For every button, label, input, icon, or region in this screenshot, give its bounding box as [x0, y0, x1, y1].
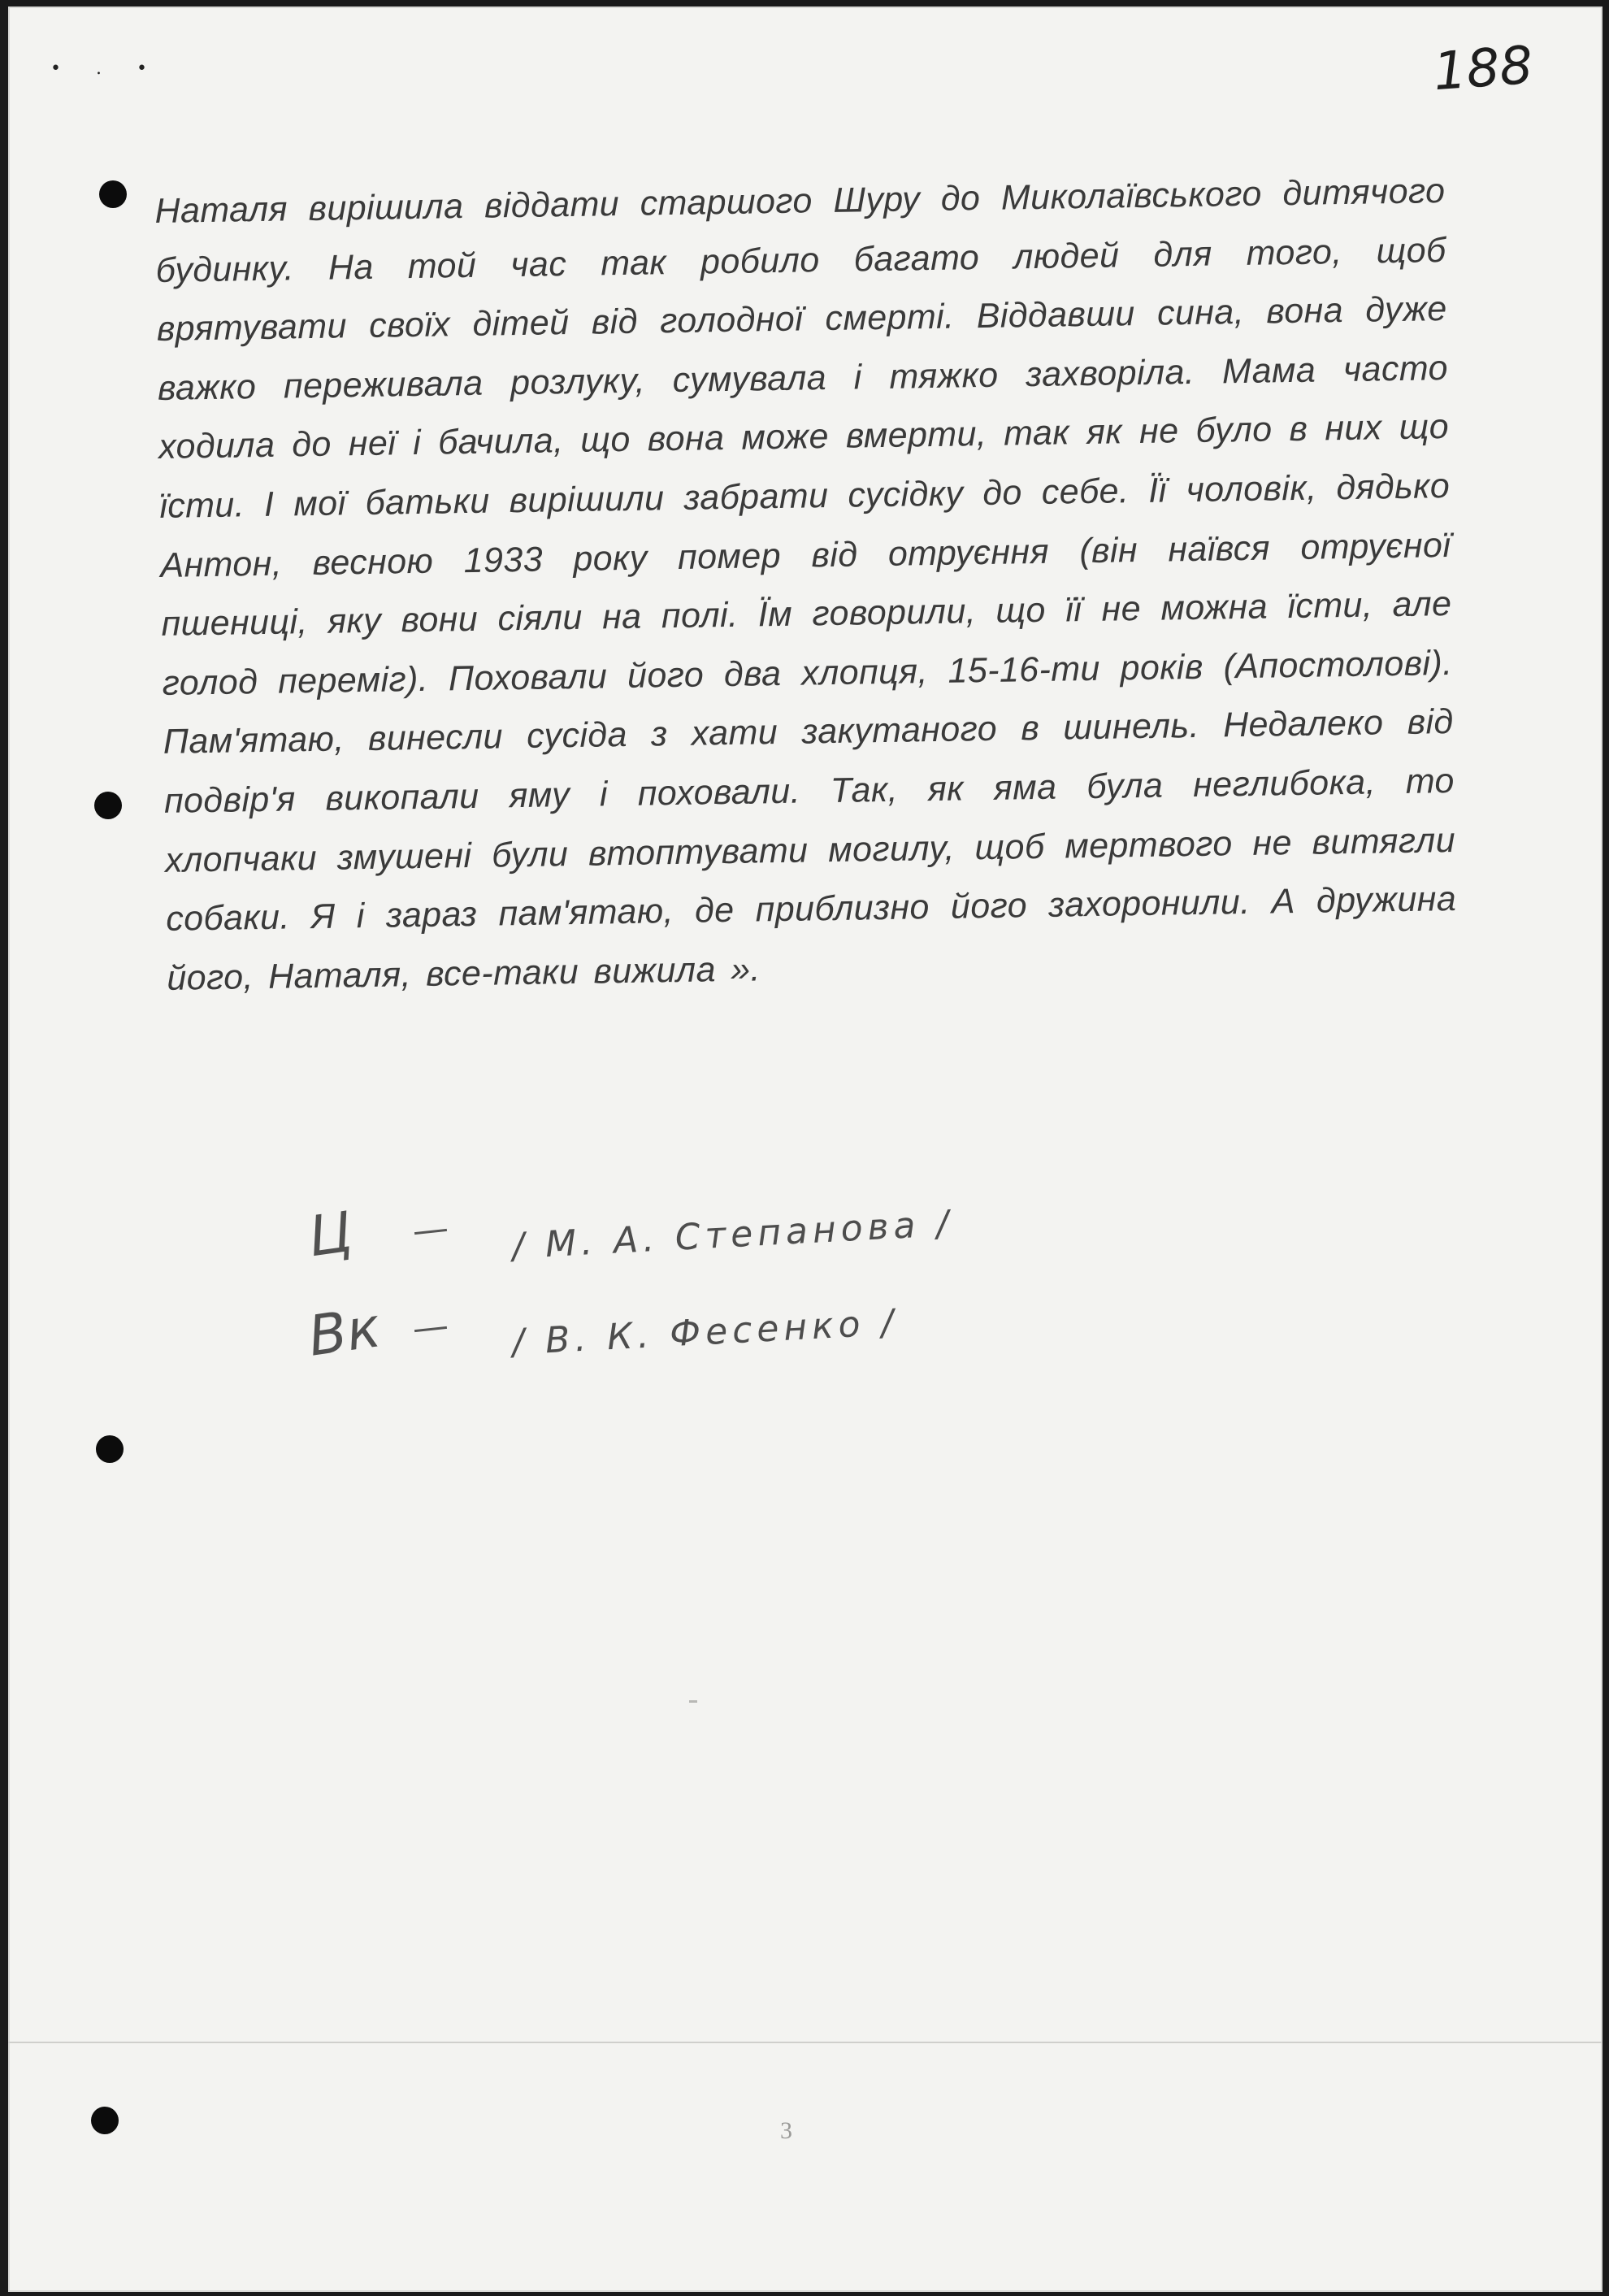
edge-marks: • . •: [50, 59, 162, 79]
handwritten-signature: Вк: [304, 1296, 384, 1369]
stray-mark: [689, 1700, 697, 1703]
signatory-name: / М. А. Степанова /: [511, 1202, 955, 1268]
handwritten-signature: Ц: [304, 1200, 357, 1270]
handwritten-page-number: 188: [1431, 35, 1535, 103]
punch-hole: [96, 1435, 124, 1463]
footer-rule: [8, 2042, 1602, 2043]
body-paragraph: Наталя вирішила віддати старшого Шуру до Миколаївського дитячого будинку. На той час так робило багато людей для того, щоб врятувати своїх дітей від голодної смерті. Віддавши сина, вона дуже важко переживала розлуку, сумувала і тяжко захворіла. Мама часто ходила до неї і бачила, що вона може вмерти, так як не було в них що їсти. І мої батьки вирішили забрати сусідку до себе. Її чоловік, дядько Антон, весною 1933 року помер від отруєння (він наївся отруєної пшениці, яку вони сіяли на полі. Їм говорили, що її не можна їсти, але голод переміг). Поховали його два хлопця, 15-16-ти років (Апостолові). Пам'ятаю, винесли сусіда з хати закутаного в шинель. Недалеко від подвір'я викопали яму і поховали. Так, як яма була неглибока, то хлопчаки змушені були втоптувати могилу, щоб мертвого не витягли собаки. Я і зараз пам'ятаю, де приблизно його захоронили. А дружина його, Наталя, все-таки вижила ».: [154, 171, 1457, 998]
punch-hole: [94, 792, 122, 819]
punch-hole: [91, 2107, 119, 2134]
signatory-name: / В. К. Фесенко /: [510, 1301, 900, 1364]
printed-page-number: 3: [780, 2117, 792, 2144]
punch-hole: [99, 180, 127, 208]
